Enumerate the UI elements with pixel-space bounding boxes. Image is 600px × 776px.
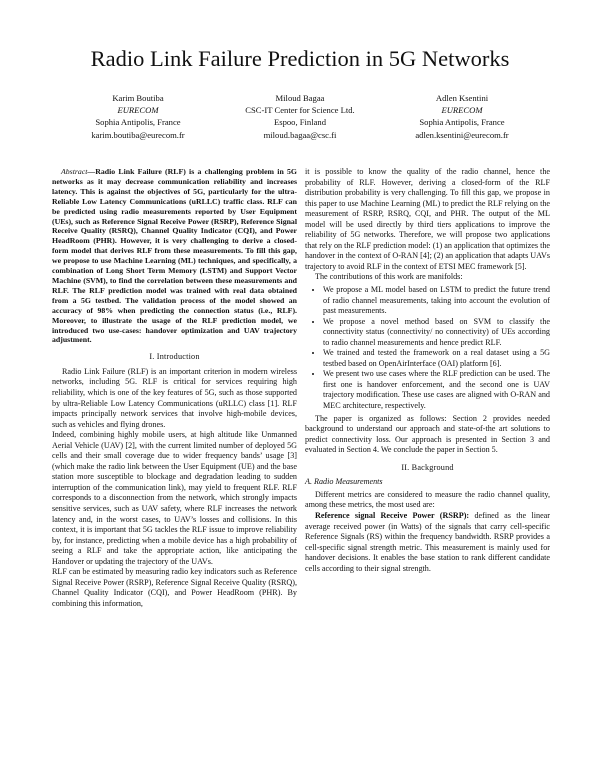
left-column <box>52 167 297 609</box>
author-2 <box>220 92 380 141</box>
abstract-lead: Abstract <box>61 167 88 176</box>
author-email: miloud.bagaa@csc.fi <box>263 129 337 140</box>
author-1 <box>58 92 218 141</box>
rsrp-text: defined as the linear average received power (in Watts) of the signals that carry cell-specific Reference Signals (RS) within the frequency bandwidth. RSRP provides a cell-specific signal strength metric. This measurement is mainly used for handover decisions. It enables the base station to rank different candidate cells according to their signal strength. <box>305 510 550 573</box>
author-affiliation: EURECOM <box>441 105 483 116</box>
subsection-heading-radio-measurements: A. Radio Measurements <box>305 477 383 487</box>
intro-paragraph-2: Indeed, combining highly mobile users, at high altitude like Unmanned Aerial Vehicle (UAV) [2], with the current limited number of deployed 5G cells and their small coverage due to wider frequency bands’ usage [3] (which make the radio link between the User Equipment (UE) and the base station more susceptible to blockage and degradation leading to sudden interruption of the communication link), may yield to frequent RLF. RLF corresponds to a disconnection from the network, which strongly impacts sensitive services, such as UAV safety, where RLF increases the network latency and, in the worst cases, to UAV’s losses and collisions. In this context, it is important that 5G tackles the RLF issue to improve reliability by, for instance, predicting when a mobile device has a high probability of seeing a RLF and take the appropriate action, like anticipating the Handover or updating the trajectory of the UAVs. <box>52 430 297 566</box>
author-name: Adlen Ksentini <box>435 93 489 103</box>
organization-paragraph: The paper is organized as follows: Section 2 provides needed background to understand our approach and state-of-the art solutions to predict connectivity loss. Our approach is presented in Section 3 and evaluated in Section 4. We conclude the paper in Section 5. <box>305 413 550 455</box>
author-affiliation: EURECOM <box>117 105 159 116</box>
author-3 <box>382 92 542 141</box>
contributions-intro: The contributions of this work are manifolds: <box>315 272 463 282</box>
author-location: Espoo, Finland <box>273 117 327 128</box>
rsrp-term: Reference signal Receive Power (RSRP): <box>315 510 470 520</box>
author-affiliation: CSC-IT Center for Science Ltd. <box>245 105 355 116</box>
list-item: • We present two use cases where the RLF prediction can be used. The first one is handover enforcement, and the second one is UAV trajectory modification. These use cases are aligned with O-RAN and MEC architecture, respectively. <box>323 369 550 411</box>
section-heading-introduction: I. Introduction <box>149 352 200 362</box>
list-item: • We propose a novel method based on SVM to classify the connectivity status (connectivity/ no connectivity) of UEs according to radio channel measurements and hence predict RLF. <box>323 317 550 349</box>
list-item: • We trained and tested the framework on a real dataset using a 5G testbed based on OpenAirInterface (OAI) platform [6]. <box>323 348 550 369</box>
section-heading-background: II. Background <box>401 462 454 472</box>
author-name: Miloud Bagaa <box>275 93 325 103</box>
intro-paragraph-3: RLF can be estimated by measuring radio key indicators such as Reference Signal Receive Power (RSRP), Reference Signal Receive Quality (RSRQ), Channel Quality Indicator (CQI), and Power HeadRoom (PHR). By combining this information, <box>52 567 297 608</box>
contributions-list <box>305 285 550 412</box>
rsrp-paragraph <box>305 511 550 574</box>
author-block <box>58 92 542 141</box>
author-name: Karim Boutiba <box>112 93 164 103</box>
abstract <box>52 167 297 345</box>
author-location: Sophia Antipolis, France <box>95 117 181 128</box>
author-email: adlen.ksentini@eurecom.fr <box>415 129 509 140</box>
author-location: Sophia Antipolis, France <box>419 117 505 128</box>
abstract-text: —Radio Link Failure (RLF) is a challenging problem in 5G networks as it may decrease communication reliability and increases latency. This is against the objectives of 5G, particularly for the ultra-Reliable Low Latency Communications (uRLLC) traffic class. RLF can be predicted using radio measurements reported by User Equipment (UEs), such as Reference Signal Receive Power (RSRP), Reference Signal Receive Quality (RSRQ), Channel Quality Indicator (CQI), and Power HeadRoom (PHR). However, it is very challenging to derive a closed-form model that derives RLF from these measurements. To fill this gap, we propose to use Machine Learning (ML) techniques, and specifically, a combination of Long Short Term Memory (LSTM) and Support Vector Machine (SVM), to find the correlation between these measurements and RLF. The RLF prediction model was trained with real data obtained from a 5G testbed. The validation process of the model showed an accuracy of 98% when predicting the connection status (i.e., RLF). Moreover, to illustrate the usage of the RLF prediction model, we introduced two use-cases: handover optimization and UAV trajectory adjustment. <box>52 167 297 345</box>
author-email: karim.boutiba@eurecom.fr <box>91 129 185 140</box>
intro-paragraph-4: it is possible to know the quality of the radio channel, hence the probability of RLF. However, deriving a closed-form of the RLF distribution probability is very challenging. To fill this gap, we propose in this paper to use Machine Learning (ML) to predict the RLF relying on the measurement of RSRP, RSRQ, CQI, and PHR. The output of the ML model will be used directly by third tiers applications to improve the reliability of 5G networks. Therefore, we will propose two applications that rely on the RLF prediction model: (1) an application that optimizes the handover in the context of O-RAN [4]; (2) an application that adapts UAVs trajectory to avoid RLF in the context of ETSI MEC framework [5]. <box>305 167 550 271</box>
background-paragraph-1: Different metrics are considered to measure the radio channel quality, among these metrics, the most used are: <box>305 489 550 510</box>
list-item: • We propose a ML model based on LSTM to predict the future trend of radio channel measurements, taking into account the evolution of past measurements. <box>323 285 550 317</box>
paper-title: Radio Link Failure Prediction in 5G Networks <box>90 46 510 71</box>
intro-paragraph-1: Radio Link Failure (RLF) is an important criterion in modern wireless networks, including 5G. RLF is critical for services requiring high reliability, which is one of the key features of 5G, such as those supported by ultra-Reliable Low Latency Communications (uRLLC) class [1]. RLF impacts principally network services that involve high-mobile devices, such as vehicles and flying drones. <box>52 366 297 429</box>
right-column <box>305 167 550 574</box>
